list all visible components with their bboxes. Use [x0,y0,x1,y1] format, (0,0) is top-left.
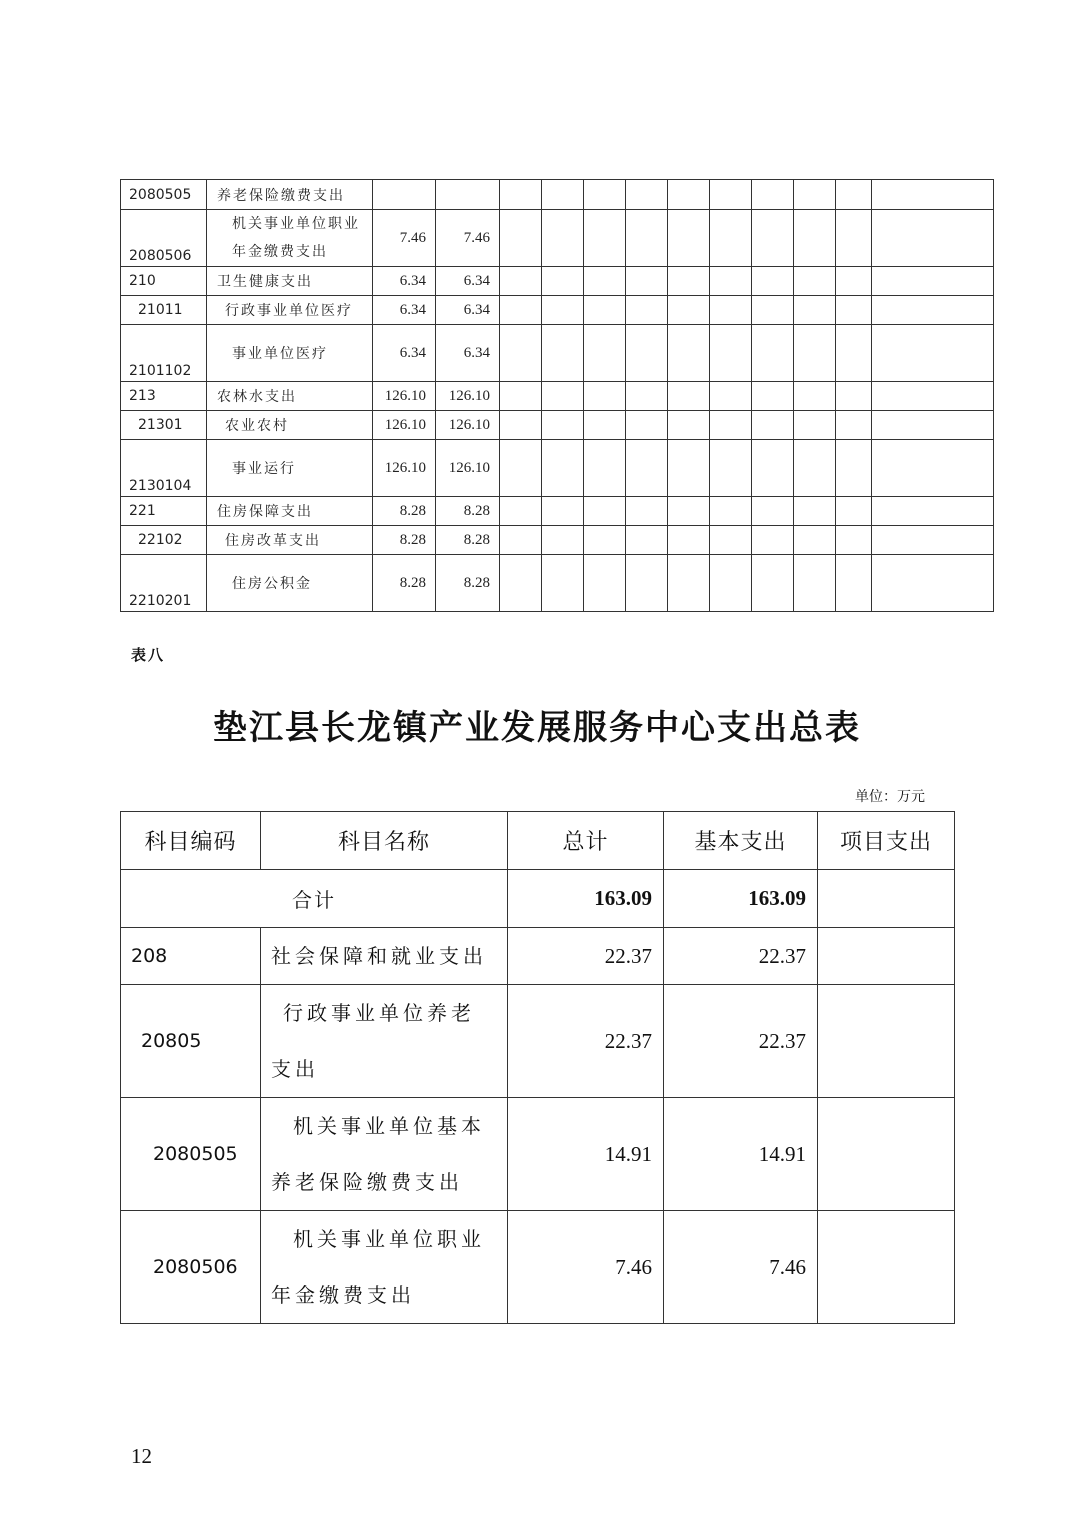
header-project: 项目支出 [818,812,955,870]
empty-cell [626,411,668,440]
continuation-expenditure-table [120,179,994,612]
empty-cell [584,296,626,325]
empty-cell [872,267,994,296]
empty-cell [668,440,710,497]
row-basic: 126.10 [436,440,500,497]
row-basic: 126.10 [436,411,500,440]
table-row [121,267,994,296]
empty-cell [710,526,752,555]
table-row [121,180,994,210]
empty-cell [668,210,710,267]
table-row [121,411,994,440]
total-amount: 163.09 [508,870,664,928]
empty-cell [752,411,794,440]
row-code: 2101102 [121,325,207,382]
empty-cell [794,497,836,526]
empty-cell [542,296,584,325]
empty-cell [710,180,752,210]
row-name: 卫生健康支出 [207,267,373,296]
empty-cell [710,555,752,612]
row-total: 7.46 [373,210,436,267]
table-header-row [121,812,955,870]
unit-label: 单位：万元 [855,789,925,805]
empty-cell [710,382,752,411]
row-name: 行政事业单位医疗 [207,296,373,325]
row-code: 213 [121,382,207,411]
empty-cell [872,555,994,612]
empty-cell [584,267,626,296]
empty-cell [584,180,626,210]
empty-cell [500,210,542,267]
empty-cell [872,440,994,497]
row-basic: 6.34 [436,325,500,382]
empty-cell [836,325,872,382]
empty-cell [542,325,584,382]
row-basic [436,180,500,210]
empty-cell [626,210,668,267]
empty-cell [872,296,994,325]
header-basic: 基本支出 [664,812,818,870]
empty-cell [626,267,668,296]
empty-cell [500,325,542,382]
empty-cell [500,555,542,612]
total-basic: 163.09 [664,870,818,928]
empty-cell [584,210,626,267]
empty-cell [836,497,872,526]
empty-cell [794,180,836,210]
empty-cell [836,382,872,411]
row-total: 8.28 [373,526,436,555]
row-total: 6.34 [373,267,436,296]
empty-cell [500,296,542,325]
empty-cell [542,382,584,411]
empty-cell [794,411,836,440]
empty-cell [872,526,994,555]
empty-cell [668,526,710,555]
table-number-label: 表八 [131,646,166,664]
empty-cell [794,325,836,382]
empty-cell [710,497,752,526]
empty-cell [500,497,542,526]
empty-cell [752,325,794,382]
empty-cell [794,296,836,325]
empty-cell [626,555,668,612]
table-row [121,382,994,411]
row-name: 农林水支出 [207,382,373,411]
empty-cell [500,411,542,440]
table-row [121,296,994,325]
row-basic: 7.46 [664,1211,818,1324]
empty-cell [668,497,710,526]
empty-cell [794,210,836,267]
table-row [121,1211,955,1324]
empty-cell [500,267,542,296]
empty-cell [584,440,626,497]
empty-cell [836,296,872,325]
empty-cell [752,526,794,555]
row-basic: 8.28 [436,526,500,555]
row-total: 22.37 [508,985,664,1098]
empty-cell [500,440,542,497]
row-name: 事业单位医疗 [207,325,373,382]
row-basic: 14.91 [664,1098,818,1211]
row-total: 8.28 [373,555,436,612]
empty-cell [752,555,794,612]
row-basic: 126.10 [436,382,500,411]
empty-cell [668,296,710,325]
empty-cell [836,180,872,210]
row-total: 126.10 [373,382,436,411]
row-name: 社会保障和就业支出 [261,928,508,985]
expenditure-summary-table [120,811,955,1324]
row-code: 210 [121,267,207,296]
header-total: 总计 [508,812,664,870]
empty-cell [752,296,794,325]
row-code: 221 [121,497,207,526]
empty-cell [752,497,794,526]
row-name: 行政事业单位养老支出 [261,985,508,1098]
row-name: 住房公积金 [207,555,373,612]
row-basic: 6.34 [436,267,500,296]
total-project [818,870,955,928]
empty-cell [794,526,836,555]
table-row [121,555,994,612]
empty-cell [872,180,994,210]
empty-cell [626,526,668,555]
page-title: 垫江县长龙镇产业发展服务中心支出总表 [213,708,861,748]
table-row [121,526,994,555]
row-code: 2080506 [121,210,207,267]
empty-cell [872,325,994,382]
empty-cell [584,526,626,555]
empty-cell [584,325,626,382]
empty-cell [542,440,584,497]
empty-cell [872,497,994,526]
empty-cell [872,411,994,440]
row-project [818,1211,955,1324]
page-number: 12 [131,1444,152,1468]
row-code: 2080506 [121,1211,261,1324]
empty-cell [794,555,836,612]
empty-cell [626,382,668,411]
table-row [121,985,955,1098]
empty-cell [836,555,872,612]
row-total: 14.91 [508,1098,664,1211]
row-code: 2210201 [121,555,207,612]
row-basic: 6.34 [436,296,500,325]
row-name: 住房保障支出 [207,497,373,526]
empty-cell [542,411,584,440]
empty-cell [836,267,872,296]
empty-cell [542,210,584,267]
empty-cell [584,411,626,440]
header-code: 科目编码 [121,812,261,870]
row-project [818,928,955,985]
row-total: 7.46 [508,1211,664,1324]
empty-cell [710,267,752,296]
total-row [121,870,955,928]
row-total: 126.10 [373,440,436,497]
row-code: 21301 [121,411,207,440]
empty-cell [542,555,584,612]
empty-cell [710,440,752,497]
row-basic: 8.28 [436,497,500,526]
empty-cell [710,411,752,440]
empty-cell [836,526,872,555]
empty-cell [872,382,994,411]
row-total: 8.28 [373,497,436,526]
row-total: 22.37 [508,928,664,985]
empty-cell [542,526,584,555]
empty-cell [836,411,872,440]
row-name: 住房改革支出 [207,526,373,555]
empty-cell [626,296,668,325]
empty-cell [794,440,836,497]
table-row [121,928,955,985]
total-label: 合计 [121,870,508,928]
empty-cell [794,267,836,296]
row-name: 事业运行 [207,440,373,497]
row-code: 21011 [121,296,207,325]
header-name: 科目名称 [261,812,508,870]
empty-cell [752,210,794,267]
empty-cell [584,555,626,612]
empty-cell [500,180,542,210]
table-row [121,325,994,382]
row-project [818,985,955,1098]
empty-cell [836,210,872,267]
empty-cell [668,325,710,382]
table-row [121,440,994,497]
empty-cell [752,382,794,411]
row-total: 126.10 [373,411,436,440]
empty-cell [872,210,994,267]
row-name: 机关事业单位职业年金缴费支出 [261,1211,508,1324]
table-row [121,210,994,267]
table-row [121,497,994,526]
empty-cell [668,555,710,612]
row-basic: 7.46 [436,210,500,267]
empty-cell [668,267,710,296]
empty-cell [584,497,626,526]
empty-cell [542,267,584,296]
empty-cell [710,296,752,325]
empty-cell [752,267,794,296]
row-name: 养老保险缴费支出 [207,180,373,210]
empty-cell [500,526,542,555]
row-code: 208 [121,928,261,985]
row-name: 机关事业单位职业年金缴费支出 [207,210,373,267]
row-total: 6.34 [373,296,436,325]
row-code: 22102 [121,526,207,555]
row-total: 6.34 [373,325,436,382]
empty-cell [626,325,668,382]
empty-cell [668,382,710,411]
row-code: 2080505 [121,180,207,210]
row-code: 20805 [121,985,261,1098]
empty-cell [794,382,836,411]
row-total [373,180,436,210]
table-row [121,1098,955,1211]
empty-cell [710,210,752,267]
empty-cell [500,382,542,411]
empty-cell [626,180,668,210]
empty-cell [752,440,794,497]
empty-cell [584,382,626,411]
row-basic: 22.37 [664,928,818,985]
row-basic: 8.28 [436,555,500,612]
row-code: 2080505 [121,1098,261,1211]
empty-cell [752,180,794,210]
row-code: 2130104 [121,440,207,497]
empty-cell [668,180,710,210]
empty-cell [542,497,584,526]
empty-cell [668,411,710,440]
row-name: 机关事业单位基本养老保险缴费支出 [261,1098,508,1211]
empty-cell [836,440,872,497]
empty-cell [542,180,584,210]
empty-cell [626,440,668,497]
empty-cell [626,497,668,526]
empty-cell [710,325,752,382]
row-project [818,1098,955,1211]
row-name: 农业农村 [207,411,373,440]
row-basic: 22.37 [664,985,818,1098]
